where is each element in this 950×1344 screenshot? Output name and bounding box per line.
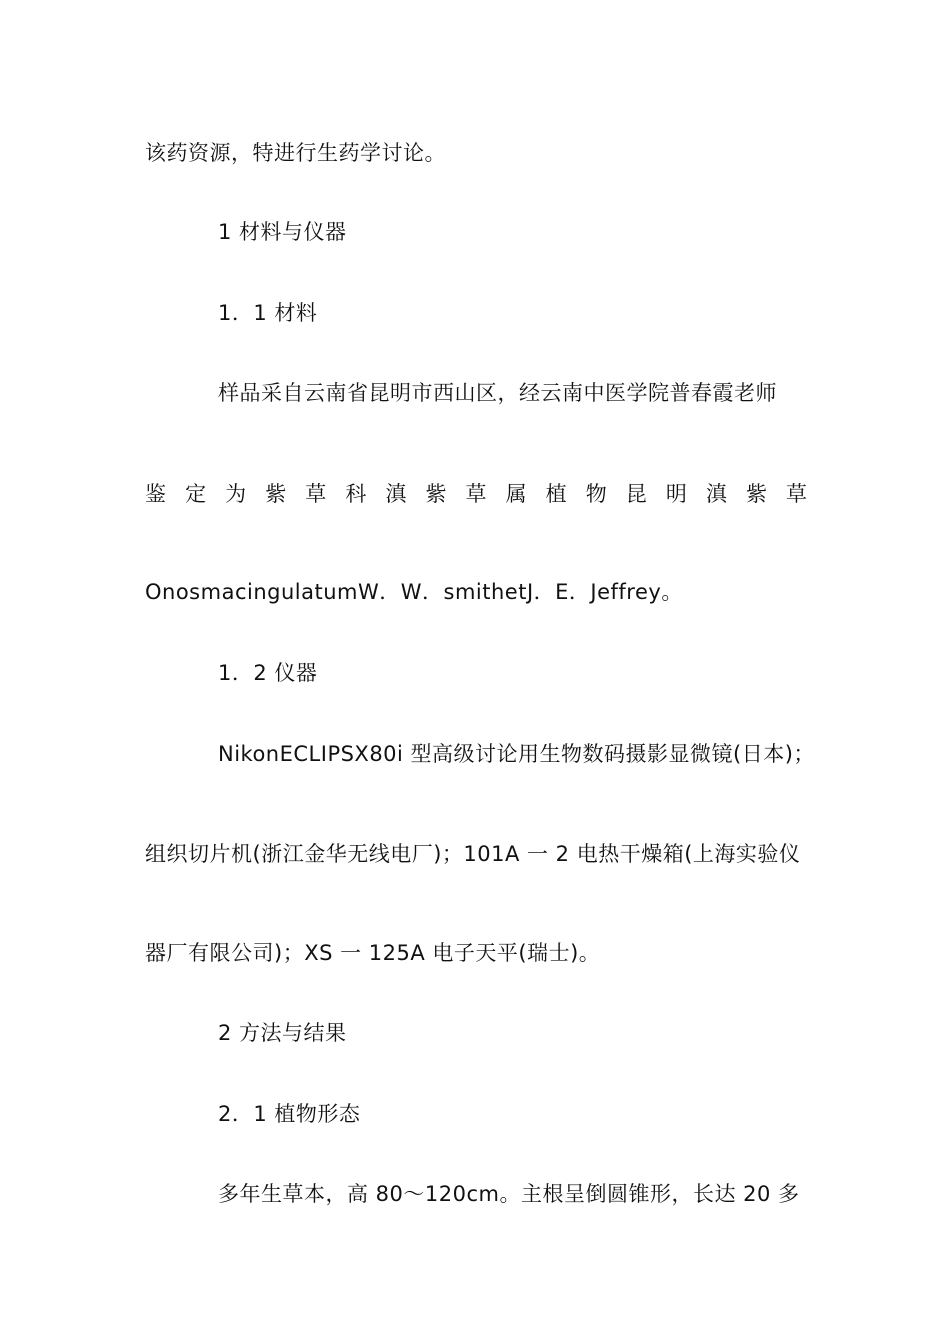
paragraph-line-3-justified [145, 480, 807, 508]
spread-character: 紫 [265, 482, 287, 506]
spread-character: 鉴 [145, 482, 166, 506]
spread-character: 定 [185, 482, 207, 506]
spread-character: 紫 [745, 482, 767, 506]
spread-character: 滇 [705, 482, 727, 506]
spread-character: 为 [225, 482, 247, 506]
paragraph-line-8: 多年生草本，高 80～120cm。主根呈倒圆锥形，长达 20 多 [218, 1182, 800, 1206]
paragraph-line-5: NikonECLIPSX80i 型高级讨论用生物数码摄影显微镜(日本)； [218, 742, 815, 766]
paragraph-line-7: 器厂有限公司)；XS 一 125A 电子天平(瑞士)。 [145, 941, 601, 965]
subsection-heading-2-1: 2．1 植物形态 [218, 1102, 361, 1126]
spread-character: 昆 [625, 482, 647, 506]
spread-character: 物 [585, 482, 607, 506]
section-heading-1: 1 材料与仪器 [218, 220, 347, 244]
spread-character: 明 [665, 482, 687, 506]
spread-character: 属 [505, 482, 527, 506]
spread-character: 科 [345, 482, 367, 506]
paragraph-line-6: 组织切片机(浙江金华无线电厂)；101A 一 2 电热干燥箱(上海实验仪 [145, 842, 801, 866]
paragraph-line-2: 样品采自云南省昆明市西山区，经云南中医学院普春霞老师 [218, 381, 777, 405]
subsection-heading-1-1: 1．1 材料 [218, 301, 318, 325]
spread-character: 草 [305, 482, 327, 506]
spread-character: 紫 [425, 482, 447, 506]
paragraph-line-1: 该药资源，特进行生药学讨论。 [145, 141, 446, 165]
subsection-heading-1-2: 1．2 仪器 [218, 661, 318, 685]
spread-character: 草 [786, 482, 807, 506]
spread-character: 草 [465, 482, 487, 506]
spread-character: 滇 [385, 482, 407, 506]
section-heading-2: 2 方法与结果 [218, 1021, 347, 1045]
paragraph-line-4: OnosmacingulatumW．W．smithetJ．E．Jeffrey。 [145, 580, 683, 604]
spread-character: 植 [545, 482, 567, 506]
